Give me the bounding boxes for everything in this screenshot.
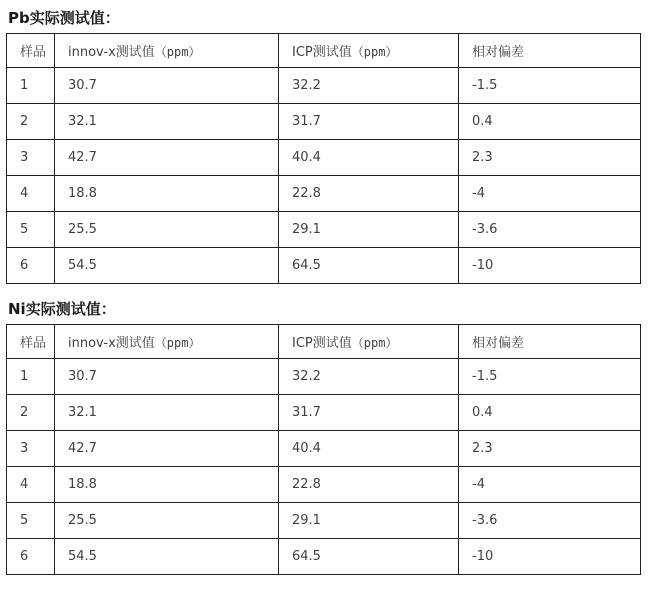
table-cell: 6	[7, 539, 55, 575]
table-cell: 40.4	[279, 431, 459, 467]
table-cell: 3	[7, 140, 55, 176]
header-label: 相对偏差	[472, 336, 525, 351]
table-cell: 22.8	[279, 176, 459, 212]
table-cell: 5	[7, 503, 55, 539]
section-title-pb: Pb实际测试值：	[8, 9, 120, 27]
table-cell: -4	[459, 467, 641, 503]
table-row	[7, 359, 641, 395]
table-cell: 64.5	[279, 248, 459, 284]
table-cell: 32.2	[279, 359, 459, 395]
table-cell: 29.1	[279, 212, 459, 248]
header-cell-innovx	[55, 325, 279, 359]
table-cell: 25.5	[55, 212, 279, 248]
table-cell: 1	[7, 68, 55, 104]
ni-table-body	[7, 359, 641, 575]
table-cell: 42.7	[55, 431, 279, 467]
header-label: ICP测试值	[292, 45, 352, 60]
header-unit: （ppm）	[351, 336, 398, 350]
header-label: innov-x测试值	[68, 336, 155, 351]
table-cell: 31.7	[279, 104, 459, 140]
ni-table-header	[7, 325, 641, 359]
header-cell-innovx	[55, 34, 279, 68]
header-label: 样品	[20, 336, 47, 351]
table-cell: 54.5	[55, 248, 279, 284]
table-cell: 25.5	[55, 503, 279, 539]
pb-table-body	[7, 68, 641, 284]
table-cell: 18.8	[55, 176, 279, 212]
table-row	[7, 248, 641, 284]
pb-results-table	[6, 33, 641, 284]
table-cell: 31.7	[279, 395, 459, 431]
header-label: ICP测试值	[292, 336, 352, 351]
table-cell: -3.6	[459, 503, 641, 539]
table-cell: 32.2	[279, 68, 459, 104]
table-cell: 2.3	[459, 431, 641, 467]
pb-table-header	[7, 34, 641, 68]
table-row	[7, 104, 641, 140]
table-cell: 32.1	[55, 104, 279, 140]
header-cell-icp	[279, 325, 459, 359]
table-cell: 29.1	[279, 503, 459, 539]
table-cell: 3	[7, 431, 55, 467]
table-cell: 0.4	[459, 395, 641, 431]
table-cell: -4	[459, 176, 641, 212]
header-row	[7, 325, 641, 359]
table-row	[7, 539, 641, 575]
table-cell: 54.5	[55, 539, 279, 575]
header-label: innov-x测试值	[68, 45, 155, 60]
table-cell: 2.3	[459, 140, 641, 176]
table-cell: 18.8	[55, 467, 279, 503]
section-title-ni: Ni实际测试值：	[8, 300, 116, 318]
table-cell: 2	[7, 395, 55, 431]
table-cell: -10	[459, 248, 641, 284]
header-cell-sample	[7, 325, 55, 359]
header-unit: （ppm）	[351, 45, 398, 59]
header-unit: （ppm）	[154, 45, 201, 59]
table-cell: -1.5	[459, 68, 641, 104]
header-cell-deviation	[459, 34, 641, 68]
header-label: 相对偏差	[472, 45, 525, 60]
table-cell: 0.4	[459, 104, 641, 140]
table-cell: 30.7	[55, 68, 279, 104]
table-cell: 22.8	[279, 467, 459, 503]
table-row	[7, 395, 641, 431]
header-label: 样品	[20, 45, 47, 60]
table-cell: 42.7	[55, 140, 279, 176]
table-row	[7, 176, 641, 212]
table-cell: 4	[7, 176, 55, 212]
table-row	[7, 467, 641, 503]
table-cell: 4	[7, 467, 55, 503]
header-cell-deviation	[459, 325, 641, 359]
table-cell: 2	[7, 104, 55, 140]
table-cell: 5	[7, 212, 55, 248]
header-unit: （ppm）	[154, 336, 201, 350]
header-row	[7, 34, 641, 68]
table-cell: -10	[459, 539, 641, 575]
table-row	[7, 503, 641, 539]
table-cell: 32.1	[55, 395, 279, 431]
table-cell: 6	[7, 248, 55, 284]
table-row	[7, 68, 641, 104]
table-cell: 1	[7, 359, 55, 395]
table-row	[7, 212, 641, 248]
table-cell: -1.5	[459, 359, 641, 395]
table-cell: 30.7	[55, 359, 279, 395]
header-cell-sample	[7, 34, 55, 68]
table-row	[7, 431, 641, 467]
table-cell: 40.4	[279, 140, 459, 176]
ni-results-table	[6, 324, 641, 575]
header-cell-icp	[279, 34, 459, 68]
table-cell: -3.6	[459, 212, 641, 248]
table-cell: 64.5	[279, 539, 459, 575]
table-row	[7, 140, 641, 176]
